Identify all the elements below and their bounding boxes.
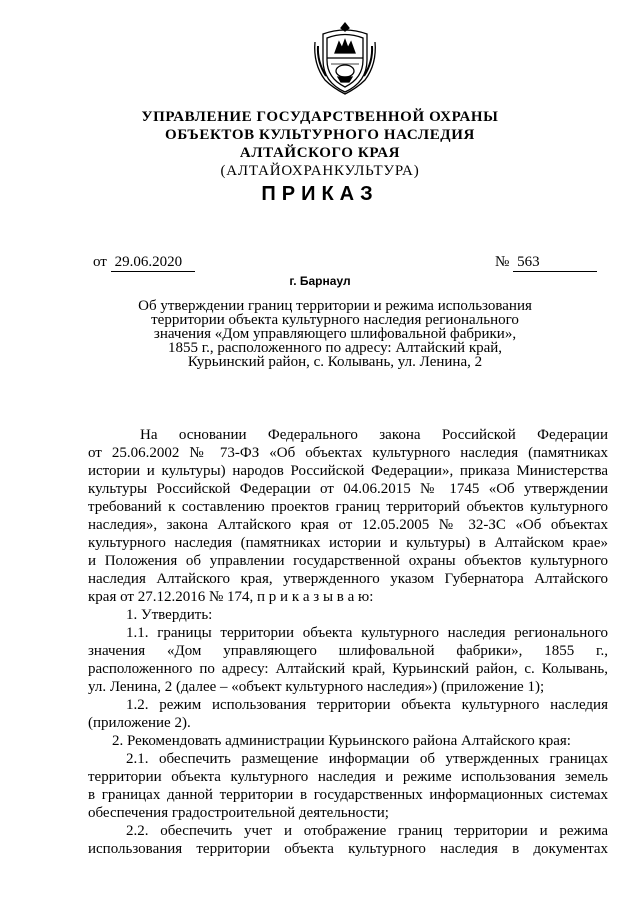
- body-line: обеспечения градостроительной деятельности;: [88, 805, 389, 821]
- title-line: территории объекта культурного наследия регионального: [151, 312, 519, 328]
- number-field: [495, 254, 597, 272]
- body-line: края от 27.12.2016 № 174, п р и к а з ы в а ю:: [88, 589, 374, 605]
- body-line: требований к составлению проектов границ территорий объектов культурного: [88, 499, 608, 515]
- agency-name-line-3: АЛТАЙСКОГО КРАЯ: [239, 145, 401, 161]
- body-line: (приложение 2).: [88, 715, 191, 731]
- date-label: от: [93, 254, 107, 270]
- body-line: в границах данной территории в государственных информационных системах: [88, 787, 608, 803]
- document-type-title: ПРИКАЗ: [261, 183, 379, 205]
- altai-emblem-icon: [311, 20, 379, 96]
- body-line: расположенного по адресу: Алтайский край, Курьинский район, с. Колывань,: [88, 661, 608, 677]
- agency-name-line-2: ОБЪЕКТОВ КУЛЬТУРНОГО НАСЛЕДИЯ: [165, 127, 475, 143]
- body-line: культуры Российской Федерации от 04.06.2015 № 1745 «Об утверждении: [88, 481, 608, 497]
- body-line: ул. Ленина, 2 (далее – «объект культурного наследия») (приложение 1);: [88, 679, 545, 695]
- body-line: культурного наследия (памятниках истории и культуры) в Алтайском крае»: [88, 535, 608, 551]
- body-line: использования территории объекта культурного наследия в документах: [88, 841, 608, 857]
- coat-of-arms-emblem: [311, 20, 379, 96]
- list-item-1-2: 1.2. режим использования территории объекта культурного наследия: [126, 697, 608, 713]
- date-field: [93, 254, 195, 272]
- title-line: 1855 г., расположенного по адресу: Алтайский край,: [167, 340, 503, 356]
- title-line: Об утверждении границ территории и режима использования: [138, 298, 532, 314]
- body-line: наследия Алтайского края, утвержденного указом Губернатора Алтайского: [88, 571, 608, 587]
- body-line: от 25.06.2002 № 73-ФЗ «Об объектах культурного наследия (памятниках: [88, 445, 608, 461]
- body-line: территории объекта культурного наследия и режиме использования земель: [88, 769, 608, 785]
- list-item-1: 1. Утвердить:: [126, 607, 213, 623]
- city-label: г. Барнаул: [289, 274, 351, 288]
- date-value: 29.06.2020: [111, 254, 195, 272]
- list-item-2: 2. Рекомендовать администрации Курьинского района Алтайского края:: [112, 733, 571, 749]
- agency-name-line-1: УПРАВЛЕНИЕ ГОСУДАРСТВЕННОЙ ОХРАНЫ: [141, 109, 499, 125]
- number-label: №: [495, 254, 510, 270]
- order-subject-title: [120, 299, 550, 369]
- title-line: значения «Дом управляющего шлифовальной фабрики»,: [153, 326, 517, 342]
- agency-short-name: (АЛТАЙОХРАНКУЛЬТУРА): [220, 163, 420, 179]
- body-line: и Положения об управлении государственной охраны объектов культурного: [88, 553, 608, 569]
- body-line: наследия», закона Алтайского края от 12.05.2005 № 32-ЗС «Об объектах: [88, 517, 608, 533]
- list-item-2-1: 2.1. обеспечить размещение информации об утвержденных границах: [126, 751, 608, 767]
- title-line: Курьинский район, с. Колывань, ул. Ленина, 2: [187, 354, 483, 370]
- number-value: 563: [513, 254, 597, 272]
- body-line: значения «Дом управляющего шлифовальной фабрики», 1855 г.,: [88, 643, 608, 659]
- list-item-1-1: 1.1. границы территории объекта культурного наследия регионального: [126, 625, 608, 641]
- body-line: истории и культуры) народов Российской Федерации», приказа Министерства: [88, 463, 608, 479]
- body-line: На основании Федерального закона Российской Федерации: [140, 427, 608, 443]
- list-item-2-2: 2.2. обеспечить учет и отображение границ территории и режима: [126, 823, 608, 839]
- agency-header: [0, 108, 640, 180]
- order-body-text: [88, 426, 608, 858]
